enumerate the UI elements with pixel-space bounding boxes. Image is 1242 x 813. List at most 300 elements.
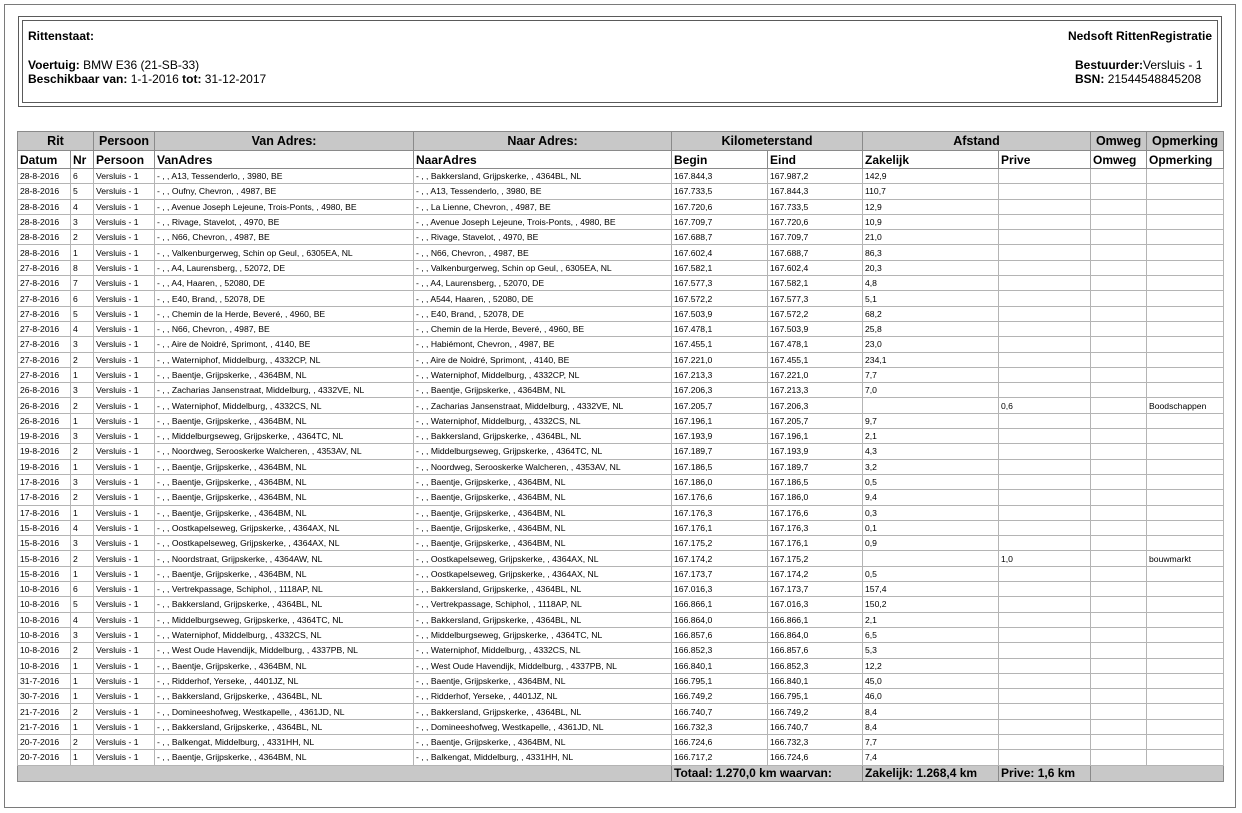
cell-prive xyxy=(999,230,1091,245)
cell-persoon: Versluis - 1 xyxy=(94,276,155,291)
table-row xyxy=(18,566,1224,581)
bsn-line xyxy=(1075,72,1201,86)
cell-opmerking xyxy=(1147,306,1224,321)
cell-eind: 167.987,2 xyxy=(768,169,863,184)
col-header-begin: Begin xyxy=(672,151,768,169)
cell-zakelijk: 68,2 xyxy=(863,306,999,321)
cell-begin: 167.844,3 xyxy=(672,169,768,184)
cell-eind: 166.749,2 xyxy=(768,704,863,719)
cell-van-adres: - , , N66, Chevron, , 4987, BE xyxy=(155,321,414,336)
cell-naar-adres: - , , Oostkapelseweg, Grijpskerke, , 4364AX, NL xyxy=(414,566,672,581)
cell-eind: 167.720,6 xyxy=(768,214,863,229)
cell-omweg xyxy=(1091,352,1147,367)
cell-omweg xyxy=(1091,612,1147,627)
cell-begin: 167.175,2 xyxy=(672,536,768,551)
cell-omweg xyxy=(1091,689,1147,704)
cell-naar-adres: - , , Chemin de la Herde, Beveré, , 4960, BE xyxy=(414,321,672,336)
cell-van-adres: - , , Oostkapelseweg, Grijpskerke, , 4364AX, NL xyxy=(155,520,414,535)
cell-opmerking xyxy=(1147,276,1224,291)
cell-eind: 166.724,6 xyxy=(768,750,863,765)
table-row xyxy=(18,367,1224,382)
cell-prive xyxy=(999,689,1091,704)
cell-prive xyxy=(999,276,1091,291)
trips-table xyxy=(17,131,1224,782)
cell-nr: 6 xyxy=(71,169,94,184)
total-distance: Totaal: 1.270,0 km waarvan: xyxy=(672,765,863,781)
cell-begin: 167.213,3 xyxy=(672,367,768,382)
cell-eind: 167.582,1 xyxy=(768,276,863,291)
cell-naar-adres: - , , Aire de Noidré, Sprimont, , 4140, BE xyxy=(414,352,672,367)
cell-nr: 3 xyxy=(71,383,94,398)
cell-naar-adres: - , , Noordweg, Serooskerke Walcheren, , 4353AV, NL xyxy=(414,459,672,474)
cell-nr: 1 xyxy=(71,566,94,581)
cell-van-adres: - , , Waterniphof, Middelburg, , 4332CP, NL xyxy=(155,352,414,367)
table-row xyxy=(18,337,1224,352)
cell-naar-adres: - , , Waterniphof, Middelburg, , 4332CP, NL xyxy=(414,367,672,382)
cell-eind: 167.572,2 xyxy=(768,306,863,321)
cell-datum: 19-8-2016 xyxy=(18,459,71,474)
cell-omweg xyxy=(1091,719,1147,734)
total-private: Prive: 1,6 km xyxy=(999,765,1091,781)
col-header-van-adres: VanAdres xyxy=(155,151,414,169)
cell-begin: 166.852,3 xyxy=(672,643,768,658)
cell-persoon: Versluis - 1 xyxy=(94,734,155,749)
cell-opmerking xyxy=(1147,520,1224,535)
cell-naar-adres: - , , Vertrekpassage, Schiphol, , 1118AP, NL xyxy=(414,597,672,612)
cell-eind: 167.221,0 xyxy=(768,367,863,382)
cell-omweg xyxy=(1091,536,1147,551)
cell-nr: 6 xyxy=(71,582,94,597)
cell-prive xyxy=(999,383,1091,398)
cell-begin: 167.174,2 xyxy=(672,551,768,566)
cell-nr: 2 xyxy=(71,490,94,505)
cell-datum: 26-8-2016 xyxy=(18,383,71,398)
cell-eind: 167.174,2 xyxy=(768,566,863,581)
bsn-label: BSN: xyxy=(1075,72,1105,86)
cell-van-adres: - , , Aire de Noidré, Sprimont, , 4140, BE xyxy=(155,337,414,352)
cell-eind: 166.852,3 xyxy=(768,658,863,673)
vehicle-label: Voertuig: xyxy=(28,58,80,72)
cell-datum: 28-8-2016 xyxy=(18,245,71,260)
cell-omweg xyxy=(1091,169,1147,184)
cell-van-adres: - , , Balkengat, Middelburg, , 4331HH, NL xyxy=(155,734,414,749)
cell-persoon: Versluis - 1 xyxy=(94,689,155,704)
table-row xyxy=(18,245,1224,260)
available-to: 31-12-2017 xyxy=(204,72,267,86)
bsn-value: 21544548845208 xyxy=(1107,72,1202,86)
cell-prive xyxy=(999,673,1091,688)
cell-zakelijk: 2,1 xyxy=(863,429,999,444)
cell-nr: 5 xyxy=(71,306,94,321)
cell-omweg xyxy=(1091,276,1147,291)
cell-naar-adres: - , , Habiémont, Chevron, , 4987, BE xyxy=(414,337,672,352)
vehicle-line xyxy=(28,58,199,72)
cell-van-adres: - , , Waterniphof, Middelburg, , 4332CS, NL xyxy=(155,398,414,413)
totals-spacer-end xyxy=(1091,765,1224,781)
cell-opmerking xyxy=(1147,352,1224,367)
cell-begin: 167.173,7 xyxy=(672,566,768,581)
cell-begin: 167.688,7 xyxy=(672,230,768,245)
cell-naar-adres: - , , Baentje, Grijpskerke, , 4364BM, NL xyxy=(414,536,672,551)
cell-persoon: Versluis - 1 xyxy=(94,413,155,428)
cell-prive xyxy=(999,520,1091,535)
table-row xyxy=(18,734,1224,749)
cell-prive xyxy=(999,750,1091,765)
cell-nr: 2 xyxy=(71,398,94,413)
cell-datum: 28-8-2016 xyxy=(18,214,71,229)
cell-van-adres: - , , Oufny, Chevron, , 4987, BE xyxy=(155,184,414,199)
cell-opmerking xyxy=(1147,750,1224,765)
col-header-nr: Nr xyxy=(71,151,94,169)
driver-value: Versluis - 1 xyxy=(1143,58,1203,72)
table-row xyxy=(18,459,1224,474)
cell-opmerking xyxy=(1147,184,1224,199)
cell-zakelijk: 0,3 xyxy=(863,505,999,520)
cell-nr: 3 xyxy=(71,474,94,489)
cell-eind: 166.857,6 xyxy=(768,643,863,658)
cell-omweg xyxy=(1091,582,1147,597)
cell-begin: 167.572,2 xyxy=(672,291,768,306)
cell-omweg xyxy=(1091,291,1147,306)
cell-van-adres: - , , Baentje, Grijpskerke, , 4364BM, NL xyxy=(155,367,414,382)
group-header-kilometerstand: Kilometerstand xyxy=(672,132,863,151)
cell-prive xyxy=(999,429,1091,444)
cell-opmerking xyxy=(1147,505,1224,520)
table-row xyxy=(18,474,1224,489)
table-row xyxy=(18,413,1224,428)
cell-persoon: Versluis - 1 xyxy=(94,291,155,306)
cell-datum: 28-8-2016 xyxy=(18,169,71,184)
cell-prive xyxy=(999,474,1091,489)
cell-van-adres: - , , Chemin de la Herde, Beveré, , 4960, BE xyxy=(155,306,414,321)
cell-persoon: Versluis - 1 xyxy=(94,627,155,642)
cell-zakelijk: 3,2 xyxy=(863,459,999,474)
cell-persoon: Versluis - 1 xyxy=(94,536,155,551)
cell-prive xyxy=(999,184,1091,199)
cell-opmerking xyxy=(1147,444,1224,459)
cell-persoon: Versluis - 1 xyxy=(94,245,155,260)
cell-begin: 167.186,5 xyxy=(672,459,768,474)
cell-eind: 167.455,1 xyxy=(768,352,863,367)
cell-nr: 1 xyxy=(71,673,94,688)
cell-naar-adres: - , , Middelburgseweg, Grijpskerke, , 4364TC, NL xyxy=(414,627,672,642)
cell-naar-adres: - , , Baentje, Grijpskerke, , 4364BM, NL xyxy=(414,490,672,505)
table-row xyxy=(18,520,1224,535)
group-header-omweg: Omweg xyxy=(1091,132,1147,151)
cell-opmerking xyxy=(1147,459,1224,474)
table-row xyxy=(18,444,1224,459)
table-row xyxy=(18,704,1224,719)
cell-opmerking xyxy=(1147,566,1224,581)
cell-begin: 166.857,6 xyxy=(672,627,768,642)
cell-eind: 167.176,6 xyxy=(768,505,863,520)
cell-persoon: Versluis - 1 xyxy=(94,321,155,336)
cell-naar-adres: - , , Baentje, Grijpskerke, , 4364BM, NL xyxy=(414,734,672,749)
cell-opmerking xyxy=(1147,321,1224,336)
cell-zakelijk: 10,9 xyxy=(863,214,999,229)
cell-eind: 166.740,7 xyxy=(768,719,863,734)
table-row xyxy=(18,597,1224,612)
cell-naar-adres: - , , Zacharias Jansenstraat, Middelburg, , 4332VE, NL xyxy=(414,398,672,413)
driver-line xyxy=(1075,58,1202,72)
col-header-eind: Eind xyxy=(768,151,863,169)
cell-naar-adres: - , , Oostkapelseweg, Grijpskerke, , 4364AX, NL xyxy=(414,551,672,566)
cell-prive xyxy=(999,306,1091,321)
cell-zakelijk: 0,9 xyxy=(863,536,999,551)
cell-omweg xyxy=(1091,566,1147,581)
cell-prive xyxy=(999,245,1091,260)
cell-nr: 2 xyxy=(71,704,94,719)
cell-zakelijk xyxy=(863,398,999,413)
cell-prive xyxy=(999,169,1091,184)
cell-nr: 4 xyxy=(71,612,94,627)
cell-datum: 30-7-2016 xyxy=(18,689,71,704)
cell-persoon: Versluis - 1 xyxy=(94,306,155,321)
cell-van-adres: - , , Baentje, Grijpskerke, , 4364BM, NL xyxy=(155,750,414,765)
cell-eind: 167.186,0 xyxy=(768,490,863,505)
cell-opmerking xyxy=(1147,689,1224,704)
cell-zakelijk: 12,9 xyxy=(863,199,999,214)
cell-naar-adres: - , , Baentje, Grijpskerke, , 4364BM, NL xyxy=(414,673,672,688)
cell-eind: 167.213,3 xyxy=(768,383,863,398)
cell-begin: 167.206,3 xyxy=(672,383,768,398)
cell-van-adres: - , , A4, Haaren, , 52080, DE xyxy=(155,276,414,291)
table-row xyxy=(18,673,1224,688)
cell-datum: 26-8-2016 xyxy=(18,413,71,428)
cell-opmerking xyxy=(1147,230,1224,245)
table-row xyxy=(18,214,1224,229)
cell-naar-adres: - , , Bakkersland, Grijpskerke, , 4364BL, NL xyxy=(414,612,672,627)
cell-eind: 167.709,7 xyxy=(768,230,863,245)
table-row xyxy=(18,551,1224,566)
cell-opmerking xyxy=(1147,536,1224,551)
cell-nr: 2 xyxy=(71,551,94,566)
cell-datum: 21-7-2016 xyxy=(18,719,71,734)
cell-datum: 28-8-2016 xyxy=(18,184,71,199)
cell-datum: 10-8-2016 xyxy=(18,582,71,597)
cell-eind: 167.733,5 xyxy=(768,199,863,214)
cell-datum: 21-7-2016 xyxy=(18,704,71,719)
cell-omweg xyxy=(1091,444,1147,459)
cell-prive xyxy=(999,658,1091,673)
cell-datum: 10-8-2016 xyxy=(18,658,71,673)
cell-persoon: Versluis - 1 xyxy=(94,352,155,367)
cell-datum: 20-7-2016 xyxy=(18,750,71,765)
cell-persoon: Versluis - 1 xyxy=(94,612,155,627)
cell-prive xyxy=(999,643,1091,658)
cell-begin: 167.709,7 xyxy=(672,214,768,229)
cell-begin: 167.186,0 xyxy=(672,474,768,489)
col-header-datum: Datum xyxy=(18,151,71,169)
cell-persoon: Versluis - 1 xyxy=(94,704,155,719)
cell-opmerking xyxy=(1147,658,1224,673)
cell-persoon: Versluis - 1 xyxy=(94,474,155,489)
cell-datum: 15-8-2016 xyxy=(18,536,71,551)
cell-zakelijk: 12,2 xyxy=(863,658,999,673)
cell-omweg xyxy=(1091,673,1147,688)
cell-nr: 4 xyxy=(71,520,94,535)
cell-datum: 31-7-2016 xyxy=(18,673,71,688)
cell-naar-adres: - , , A4, Laurensberg, , 52070, DE xyxy=(414,276,672,291)
cell-zakelijk: 8,4 xyxy=(863,704,999,719)
cell-omweg xyxy=(1091,429,1147,444)
cell-van-adres: - , , Oostkapelseweg, Grijpskerke, , 4364AX, NL xyxy=(155,536,414,551)
cell-zakelijk: 7,7 xyxy=(863,734,999,749)
totals-spacer xyxy=(18,765,672,781)
cell-opmerking xyxy=(1147,612,1224,627)
cell-prive xyxy=(999,597,1091,612)
cell-persoon: Versluis - 1 xyxy=(94,673,155,688)
cell-naar-adres: - , , Ridderhof, Yerseke, , 4401JZ, NL xyxy=(414,689,672,704)
table-row xyxy=(18,429,1224,444)
cell-naar-adres: - , , E40, Brand, , 52078, DE xyxy=(414,306,672,321)
cell-persoon: Versluis - 1 xyxy=(94,490,155,505)
cell-begin: 167.720,6 xyxy=(672,199,768,214)
cell-begin: 166.740,7 xyxy=(672,704,768,719)
cell-opmerking xyxy=(1147,704,1224,719)
cell-eind: 167.844,3 xyxy=(768,184,863,199)
cell-datum: 17-8-2016 xyxy=(18,505,71,520)
table-row xyxy=(18,398,1224,413)
available-label: Beschikbaar van: xyxy=(28,72,128,86)
cell-datum: 10-8-2016 xyxy=(18,612,71,627)
cell-eind: 167.196,1 xyxy=(768,429,863,444)
cell-begin: 166.864,0 xyxy=(672,612,768,627)
cell-begin: 167.205,7 xyxy=(672,398,768,413)
cell-van-adres: - , , Baentje, Grijpskerke, , 4364BM, NL xyxy=(155,413,414,428)
cell-opmerking xyxy=(1147,337,1224,352)
cell-eind: 167.602,4 xyxy=(768,260,863,275)
cell-begin: 167.577,3 xyxy=(672,276,768,291)
cell-begin: 167.582,1 xyxy=(672,260,768,275)
cell-datum: 27-8-2016 xyxy=(18,337,71,352)
cell-begin: 167.478,1 xyxy=(672,321,768,336)
trip-rows xyxy=(18,169,1224,766)
group-header-naar-adres: Naar Adres: xyxy=(414,132,672,151)
cell-eind: 167.186,5 xyxy=(768,474,863,489)
group-header-van-adres: Van Adres: xyxy=(155,132,414,151)
cell-van-adres: - , , Middelburgseweg, Grijpskerke, , 4364TC, NL xyxy=(155,612,414,627)
cell-van-adres: - , , A4, Laurensberg, , 52072, DE xyxy=(155,260,414,275)
cell-van-adres: - , , Noordweg, Serooskerke Walcheren, , 4353AV, NL xyxy=(155,444,414,459)
cell-van-adres: - , , Vertrekpassage, Schiphol, , 1118AP, NL xyxy=(155,582,414,597)
cell-zakelijk: 45,0 xyxy=(863,673,999,688)
total-business: Zakelijk: 1.268,4 km xyxy=(863,765,999,781)
cell-prive: 0,6 xyxy=(999,398,1091,413)
cell-datum: 17-8-2016 xyxy=(18,474,71,489)
cell-naar-adres: - , , Bakkersland, Grijpskerke, , 4364BL, NL xyxy=(414,169,672,184)
cell-omweg xyxy=(1091,459,1147,474)
cell-opmerking xyxy=(1147,413,1224,428)
cell-zakelijk: 157,4 xyxy=(863,582,999,597)
cell-van-adres: - , , E40, Brand, , 52078, DE xyxy=(155,291,414,306)
cell-omweg xyxy=(1091,398,1147,413)
cell-nr: 2 xyxy=(71,352,94,367)
cell-datum: 15-8-2016 xyxy=(18,551,71,566)
cell-eind: 166.795,1 xyxy=(768,689,863,704)
cell-opmerking xyxy=(1147,643,1224,658)
cell-zakelijk: 0,1 xyxy=(863,520,999,535)
cell-persoon: Versluis - 1 xyxy=(94,169,155,184)
col-header-prive: Prive xyxy=(999,151,1091,169)
cell-nr: 4 xyxy=(71,199,94,214)
cell-nr: 1 xyxy=(71,367,94,382)
cell-omweg xyxy=(1091,337,1147,352)
cell-van-adres: - , , Waterniphof, Middelburg, , 4332CS, NL xyxy=(155,627,414,642)
cell-zakelijk: 7,4 xyxy=(863,750,999,765)
cell-begin: 167.189,7 xyxy=(672,444,768,459)
cell-eind: 166.866,1 xyxy=(768,612,863,627)
cell-omweg xyxy=(1091,306,1147,321)
cell-zakelijk: 2,1 xyxy=(863,612,999,627)
cell-nr: 2 xyxy=(71,734,94,749)
availability-line xyxy=(28,72,266,86)
cell-opmerking xyxy=(1147,169,1224,184)
column-header-row xyxy=(18,151,1224,169)
cell-naar-adres: - , , Avenue Joseph Lejeune, Trois-Ponts, , 4980, BE xyxy=(414,214,672,229)
cell-naar-adres: - , , Baentje, Grijpskerke, , 4364BM, NL xyxy=(414,474,672,489)
cell-eind: 166.732,3 xyxy=(768,734,863,749)
cell-zakelijk: 4,3 xyxy=(863,444,999,459)
cell-naar-adres: - , , Rivage, Stavelot, , 4970, BE xyxy=(414,230,672,245)
cell-zakelijk: 5,3 xyxy=(863,643,999,658)
table-row xyxy=(18,199,1224,214)
cell-begin: 166.840,1 xyxy=(672,658,768,673)
cell-zakelijk: 0,5 xyxy=(863,474,999,489)
cell-nr: 3 xyxy=(71,536,94,551)
cell-prive xyxy=(999,582,1091,597)
cell-prive: 1,0 xyxy=(999,551,1091,566)
table-row xyxy=(18,643,1224,658)
cell-van-adres: - , , N66, Chevron, , 4987, BE xyxy=(155,230,414,245)
table-row xyxy=(18,321,1224,336)
cell-persoon: Versluis - 1 xyxy=(94,383,155,398)
cell-zakelijk: 142,9 xyxy=(863,169,999,184)
cell-prive xyxy=(999,367,1091,382)
cell-zakelijk: 6,5 xyxy=(863,627,999,642)
cell-omweg xyxy=(1091,413,1147,428)
cell-van-adres: - , , A13, Tessenderlo, , 3980, BE xyxy=(155,169,414,184)
cell-persoon: Versluis - 1 xyxy=(94,582,155,597)
cell-persoon: Versluis - 1 xyxy=(94,429,155,444)
cell-zakelijk: 0,5 xyxy=(863,566,999,581)
cell-naar-adres: - , , Valkenburgerweg, Schin op Geul, , 6305EA, NL xyxy=(414,260,672,275)
cell-naar-adres: - , , Middelburgseweg, Grijpskerke, , 4364TC, NL xyxy=(414,444,672,459)
cell-zakelijk: 4,8 xyxy=(863,276,999,291)
cell-opmerking xyxy=(1147,627,1224,642)
cell-begin: 167.733,5 xyxy=(672,184,768,199)
cell-omweg xyxy=(1091,643,1147,658)
cell-nr: 1 xyxy=(71,459,94,474)
cell-begin: 167.503,9 xyxy=(672,306,768,321)
cell-naar-adres: - , , West Oude Havendijk, Middelburg, , 4337PB, NL xyxy=(414,658,672,673)
cell-datum: 26-8-2016 xyxy=(18,398,71,413)
cell-opmerking xyxy=(1147,199,1224,214)
cell-van-adres: - , , Baentje, Grijpskerke, , 4364BM, NL xyxy=(155,566,414,581)
cell-datum: 27-8-2016 xyxy=(18,260,71,275)
col-header-opmerking: Opmerking xyxy=(1147,151,1224,169)
cell-zakelijk: 25,8 xyxy=(863,321,999,336)
cell-van-adres: - , , Rivage, Stavelot, , 4970, BE xyxy=(155,214,414,229)
cell-nr: 1 xyxy=(71,719,94,734)
cell-datum: 15-8-2016 xyxy=(18,520,71,535)
cell-datum: 27-8-2016 xyxy=(18,306,71,321)
cell-omweg xyxy=(1091,474,1147,489)
cell-datum: 10-8-2016 xyxy=(18,597,71,612)
cell-persoon: Versluis - 1 xyxy=(94,214,155,229)
cell-naar-adres: - , , Waterniphof, Middelburg, , 4332CS, NL xyxy=(414,643,672,658)
cell-eind: 167.206,3 xyxy=(768,398,863,413)
